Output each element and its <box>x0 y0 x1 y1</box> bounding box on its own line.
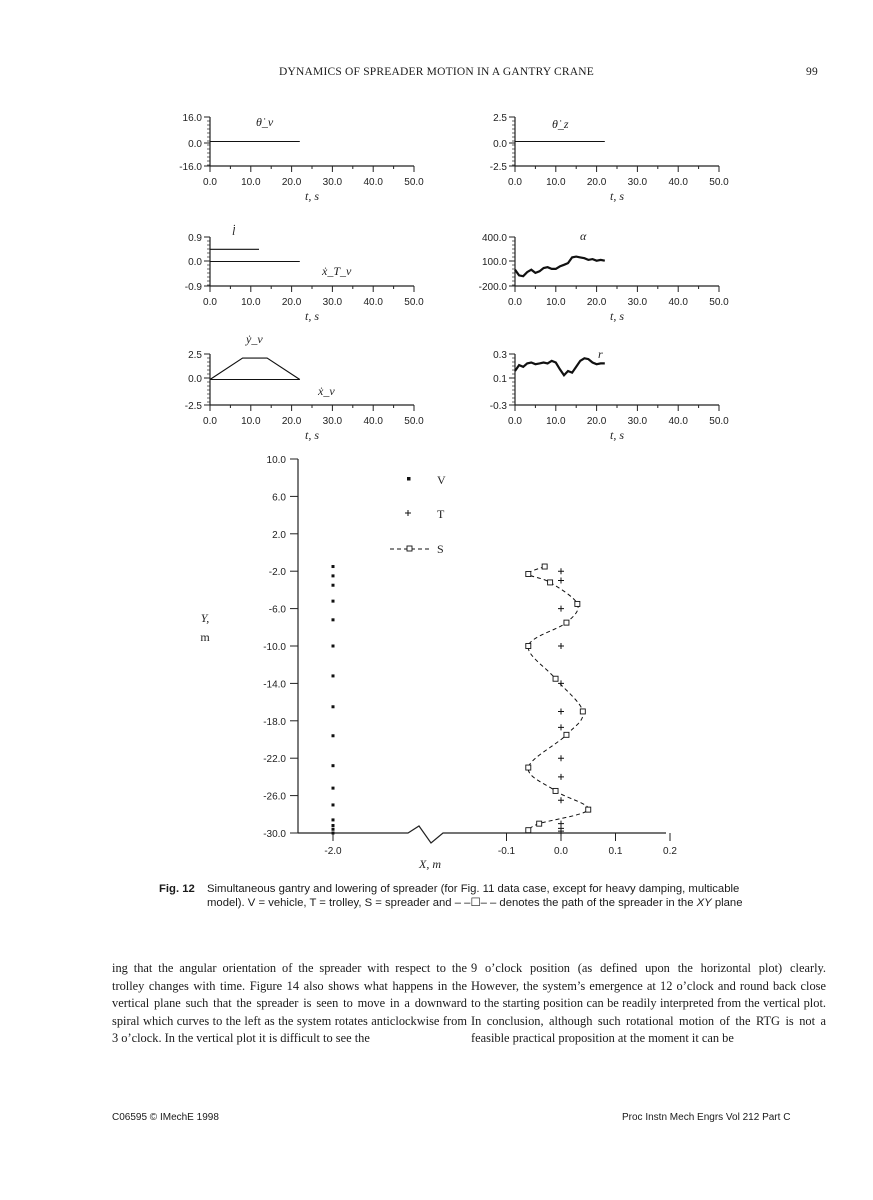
t-point <box>558 724 564 730</box>
y-tick-label: 0.1 <box>493 374 507 385</box>
v-point <box>332 600 335 603</box>
s-point <box>526 828 531 833</box>
x-tick-label: 50.0 <box>709 416 729 427</box>
s-point <box>553 788 558 793</box>
x-tick-label: 50.0 <box>404 416 424 427</box>
v-point <box>332 764 335 767</box>
footer-journal: Proc Instn Mech Engrs Vol 212 Part C <box>622 1112 791 1123</box>
y-tick-label: 16.0 <box>182 113 202 124</box>
panel-l_dot_xT_v <box>185 224 424 323</box>
x-tick-label: 0.0 <box>203 416 217 427</box>
x-tick-label: 30.0 <box>322 416 343 427</box>
x-tick-label: 40.0 <box>363 177 383 188</box>
x-tick-label: 50.0 <box>709 297 729 308</box>
series-line <box>515 257 605 277</box>
t-point <box>558 578 564 584</box>
v-point <box>332 705 335 708</box>
series-label-2: ẋ_T_v <box>322 264 352 278</box>
page-number: 99 <box>806 66 818 78</box>
s-point <box>526 572 531 577</box>
legend-label-s: S <box>437 542 444 556</box>
y-tick-label: 400.0 <box>481 233 507 244</box>
y-tick-label: 0.3 <box>493 350 507 361</box>
x-tick-label: -2.0 <box>324 846 342 857</box>
caption-xy: XY <box>696 897 712 909</box>
legend-marker-v <box>407 477 411 481</box>
panel-xy-plane <box>200 455 677 871</box>
y-tick-label: -0.3 <box>489 401 507 412</box>
x-tick-label: 10.0 <box>241 416 261 427</box>
s-point <box>542 564 547 569</box>
s-point <box>564 732 569 737</box>
caption-text-c: plane <box>714 897 743 909</box>
t-point <box>558 797 564 803</box>
panel-theta_v_dot <box>179 113 424 203</box>
legend-marker-s <box>407 546 412 551</box>
series-label: ẏ_v <box>246 332 263 346</box>
running-title: DYNAMICS OF SPREADER MOTION IN A GANTRY CRANE <box>279 66 594 78</box>
x-tick-label: 40.0 <box>363 416 383 427</box>
v-point <box>332 645 335 648</box>
x-tick-label: 40.0 <box>668 177 688 188</box>
y-tick-label: -16.0 <box>179 162 202 173</box>
y-tick-label: -2.5 <box>184 401 202 412</box>
x-axis-label: t, s <box>609 189 625 203</box>
s-point <box>548 580 553 585</box>
series-label: l̇ <box>232 224 236 238</box>
y-tick-label: 2.0 <box>272 529 286 541</box>
y-tick-label: -200.0 <box>478 282 507 293</box>
series-line <box>210 358 300 379</box>
y-tick-label: -10.0 <box>263 642 286 653</box>
series-label: θ̇_v <box>256 115 274 129</box>
x-tick-label: 0.2 <box>663 846 677 857</box>
y-axis-label: Y, <box>200 611 210 625</box>
series-label: θ̇_z <box>552 117 569 131</box>
legend <box>390 473 446 556</box>
y-tick-label: 0.9 <box>188 233 202 244</box>
x-tick-label: 40.0 <box>363 297 383 308</box>
x-axis-label: t, s <box>304 189 320 203</box>
body-left-column: ing that the angular orientation of the spreader with respect to the trolley changes with time. Figure 14 also shows what happens in the vertical plane such that the spreader is seen to move in a downward spiral which curves to the left as the system rotates anticlockwise from 3 o’clock. In the vertical plot it is difficult to see the <box>112 961 467 1046</box>
x-axis-label: t, s <box>609 428 625 442</box>
v-point <box>332 787 335 790</box>
v-point <box>332 674 335 677</box>
t-point <box>558 708 564 714</box>
legend-label-t: T <box>437 507 445 521</box>
v-point <box>332 803 335 806</box>
s-point <box>586 807 591 812</box>
y-tick-label: 2.5 <box>493 113 507 124</box>
series-label: α <box>580 229 587 243</box>
t-point <box>558 680 564 686</box>
y-tick-label: 10.0 <box>266 455 286 466</box>
y-tick-label: 100.0 <box>481 257 507 268</box>
x-tick-label: 30.0 <box>322 297 343 308</box>
x-tick-label: 0.0 <box>508 297 522 308</box>
y-tick-label: -18.0 <box>263 716 286 728</box>
panel-r <box>490 347 729 442</box>
t-point <box>558 774 564 780</box>
x-axis-label: t, s <box>609 309 625 323</box>
legend-marker-t <box>405 510 411 516</box>
panel-y_v_dot_x_v <box>185 332 424 442</box>
x-tick-label: 10.0 <box>546 177 566 188</box>
caption-text-a: Simultaneous gantry and lowering of spreader (for Fig. 11 data case, except for heavy damping, multicable model). V = vehicle, T = trolley, S = spreader and <box>207 883 740 909</box>
x-tick-label: 50.0 <box>404 297 424 308</box>
v-point <box>332 574 335 577</box>
x-tick-label: 20.0 <box>281 177 302 188</box>
x-tick-label: 10.0 <box>546 416 566 427</box>
x-tick-label: 10.0 <box>241 177 261 188</box>
x-tick-label: 30.0 <box>627 177 648 188</box>
caption-symbol: – –☐– – <box>454 897 497 909</box>
x-tick-label: 0.0 <box>554 846 568 857</box>
caption-label: Fig. 12 <box>159 883 195 895</box>
x-tick-label: 40.0 <box>668 297 688 308</box>
x-tick-label: 20.0 <box>586 416 607 427</box>
y-tick-label: -26.0 <box>263 791 286 803</box>
v-point <box>332 584 335 587</box>
x-tick-label: -0.1 <box>497 846 516 857</box>
y-tick-label: -0.9 <box>184 282 202 293</box>
t-point <box>558 643 564 649</box>
s-point <box>526 765 531 770</box>
s-point <box>580 709 585 714</box>
x-tick-label: 30.0 <box>322 177 343 188</box>
y-tick-label: -14.0 <box>263 679 286 691</box>
x-tick-label: 20.0 <box>281 297 302 308</box>
y-tick-label: 0.0 <box>188 257 202 268</box>
caption-body <box>207 882 759 910</box>
y-tick-label: -30.0 <box>263 829 286 840</box>
series-line <box>515 358 605 375</box>
s-point <box>553 676 558 681</box>
y-tick-label: 0.0 <box>493 139 507 150</box>
y-tick-label: -2.5 <box>489 162 507 173</box>
y-tick-label: -22.0 <box>263 754 286 766</box>
x-axis <box>298 826 666 843</box>
y-tick-label: 0.0 <box>188 374 202 385</box>
x-tick-label: 20.0 <box>586 297 607 308</box>
v-point <box>332 828 335 831</box>
y-tick-label: -6.0 <box>268 604 286 616</box>
x-tick-label: 50.0 <box>709 177 729 188</box>
panel-theta_z_dot <box>490 113 729 203</box>
panel-alpha <box>479 229 730 323</box>
x-tick-label: 0.0 <box>508 416 522 427</box>
x-tick-label: 0.0 <box>203 177 217 188</box>
s-point <box>537 821 542 826</box>
x-tick-label: 50.0 <box>404 177 424 188</box>
x-tick-label: 0.1 <box>608 846 623 857</box>
y-tick-label: 2.5 <box>188 350 202 361</box>
s-point <box>564 620 569 625</box>
figure-caption <box>159 882 759 910</box>
v-point <box>332 565 335 568</box>
s-point <box>575 601 580 606</box>
series-label-2: ẋ_v <box>318 384 335 398</box>
v-point <box>332 618 335 621</box>
t-point <box>558 606 564 612</box>
v-point <box>332 824 335 827</box>
x-tick-label: 0.0 <box>203 297 217 308</box>
footer-copyright: C06595 © IMechE 1998 <box>112 1112 219 1123</box>
t-point <box>558 568 564 574</box>
x-tick-label: 30.0 <box>627 297 648 308</box>
x-tick-label: 10.0 <box>546 297 566 308</box>
x-tick-label: 10.0 <box>241 297 261 308</box>
x-tick-label: 30.0 <box>627 416 648 427</box>
x-axis-label: t, s <box>304 309 320 323</box>
x-tick-label: 40.0 <box>668 416 688 427</box>
y-tick-label: 6.0 <box>272 492 286 504</box>
v-point <box>332 832 335 835</box>
v-point <box>332 734 335 737</box>
body-right-column: 9 o’clock position (as defined upon the horizontal plot) clearly. However, the system’s emergence at 12 o’clock and round back close to the starting position can be readily interpreted from the vertical plot. In conclusion, although such rotational motion of the RTG is not a feasible practical proposition at the moment it can be <box>471 961 826 1046</box>
x-tick-label: 20.0 <box>281 416 302 427</box>
legend-label-v: V <box>437 473 446 487</box>
s-point <box>526 644 531 649</box>
v-point <box>332 818 335 821</box>
x-axis-label: t, s <box>304 428 320 442</box>
caption-text-b: denotes the path of the spreader in the <box>499 897 694 909</box>
y-axis-unit: m <box>200 630 210 644</box>
y-tick-label: -2.0 <box>268 567 286 579</box>
x-axis-label: X, m <box>419 857 441 871</box>
series-label: r <box>598 347 603 361</box>
x-tick-label: 0.0 <box>508 177 522 188</box>
x-tick-label: 20.0 <box>586 177 607 188</box>
t-point <box>558 755 564 761</box>
y-tick-label: 0.0 <box>188 139 202 150</box>
